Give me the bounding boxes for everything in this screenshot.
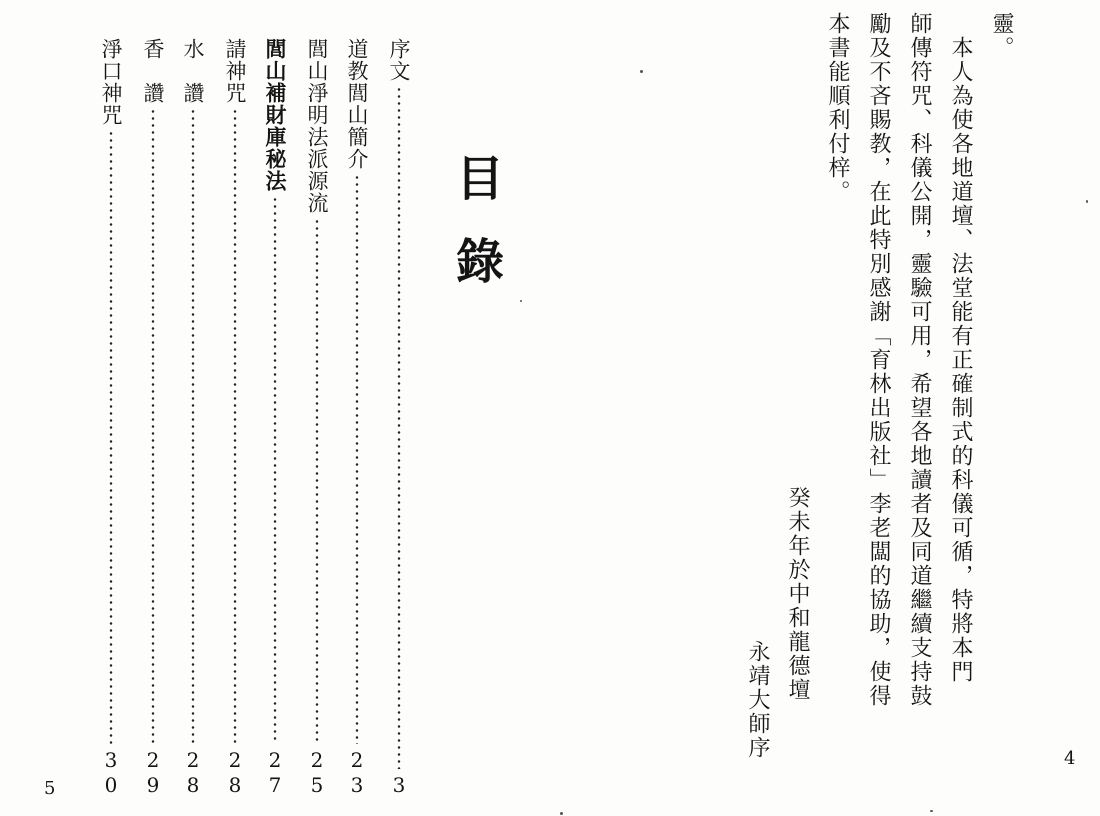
toc-leader-dots xyxy=(138,108,168,744)
page-number-right: 4 xyxy=(1064,748,1076,769)
toc-leader-dots xyxy=(384,86,414,769)
preface-author-line: 永靖大師序 xyxy=(745,640,770,760)
toc-entry-title: 閭山淨明法派源流 xyxy=(305,38,329,214)
preface-line-4: 勵及不吝賜教，在此特別感謝「育林出版社」李老闆的協助，使得 xyxy=(866,12,891,708)
toc-entry-title: 道教閭山簡介 xyxy=(345,38,369,170)
scan-speck xyxy=(560,812,563,815)
toc-entry-page: 27 xyxy=(263,748,287,798)
preface-line-5: 本書能順利付梓。 xyxy=(825,12,850,204)
toc-entry-invocation[interactable] xyxy=(220,38,250,798)
toc-entry-water-hymn[interactable] xyxy=(178,38,208,798)
toc-leader-dots xyxy=(302,218,332,744)
toc-entry-preface[interactable] xyxy=(384,38,414,798)
toc-leader-dots xyxy=(96,130,126,744)
toc-entry-page: 29 xyxy=(141,748,165,798)
preface-line-2: 本人為使各地道壇、法堂能有正確制式的科儀可循，特將本門 xyxy=(948,12,973,684)
scan-speck xyxy=(1086,200,1088,203)
toc-entry-title: 淨口神咒 xyxy=(99,38,123,126)
toc-entry-title: 水 讚 xyxy=(181,38,205,104)
toc-title-char-1: 目 xyxy=(456,151,505,207)
toc-title-char-2: 錄 xyxy=(456,234,505,290)
scan-speck xyxy=(930,810,933,812)
toc-entry-page: 28 xyxy=(181,748,205,798)
toc-leader-dots xyxy=(220,108,250,744)
scan-speck xyxy=(520,300,522,302)
toc-entry-title: 香 讚 xyxy=(141,38,165,104)
toc-entry-title: 請神咒 xyxy=(223,38,247,104)
preface-line-3: 師傳符咒、科儀公開，靈驗可用，希望各地讀者及同道繼續支持鼓 xyxy=(907,12,932,708)
toc-entry-page: 23 xyxy=(345,748,369,798)
toc-entry-mouth-purify[interactable] xyxy=(96,38,126,798)
toc-entry-page: 3 xyxy=(387,773,411,798)
toc-entry-title: 閭山補財庫秘法 xyxy=(263,38,288,192)
scan-speck xyxy=(640,70,643,73)
toc-entry-page: 25 xyxy=(305,748,329,798)
preface-page xyxy=(550,0,1100,816)
toc-leader-dots xyxy=(178,108,208,744)
preface-line-1: 靈。 xyxy=(989,12,1014,60)
toc-leader-dots xyxy=(260,196,290,744)
toc-entry-lushan-intro[interactable] xyxy=(342,38,372,798)
toc-entry-lineage[interactable] xyxy=(302,38,332,798)
toc-entry-treasury-method[interactable] xyxy=(260,38,290,798)
toc-entry-title: 序文 xyxy=(387,38,411,82)
preface-date-line: 癸未年於中和龍德壇 xyxy=(785,486,810,702)
toc-entry-page: 28 xyxy=(223,748,247,798)
page-number-left: 5 xyxy=(44,778,56,799)
toc-leader-dots xyxy=(342,174,372,744)
toc-entry-page: 30 xyxy=(99,748,123,798)
toc-entry-incense-hymn[interactable] xyxy=(138,38,168,798)
